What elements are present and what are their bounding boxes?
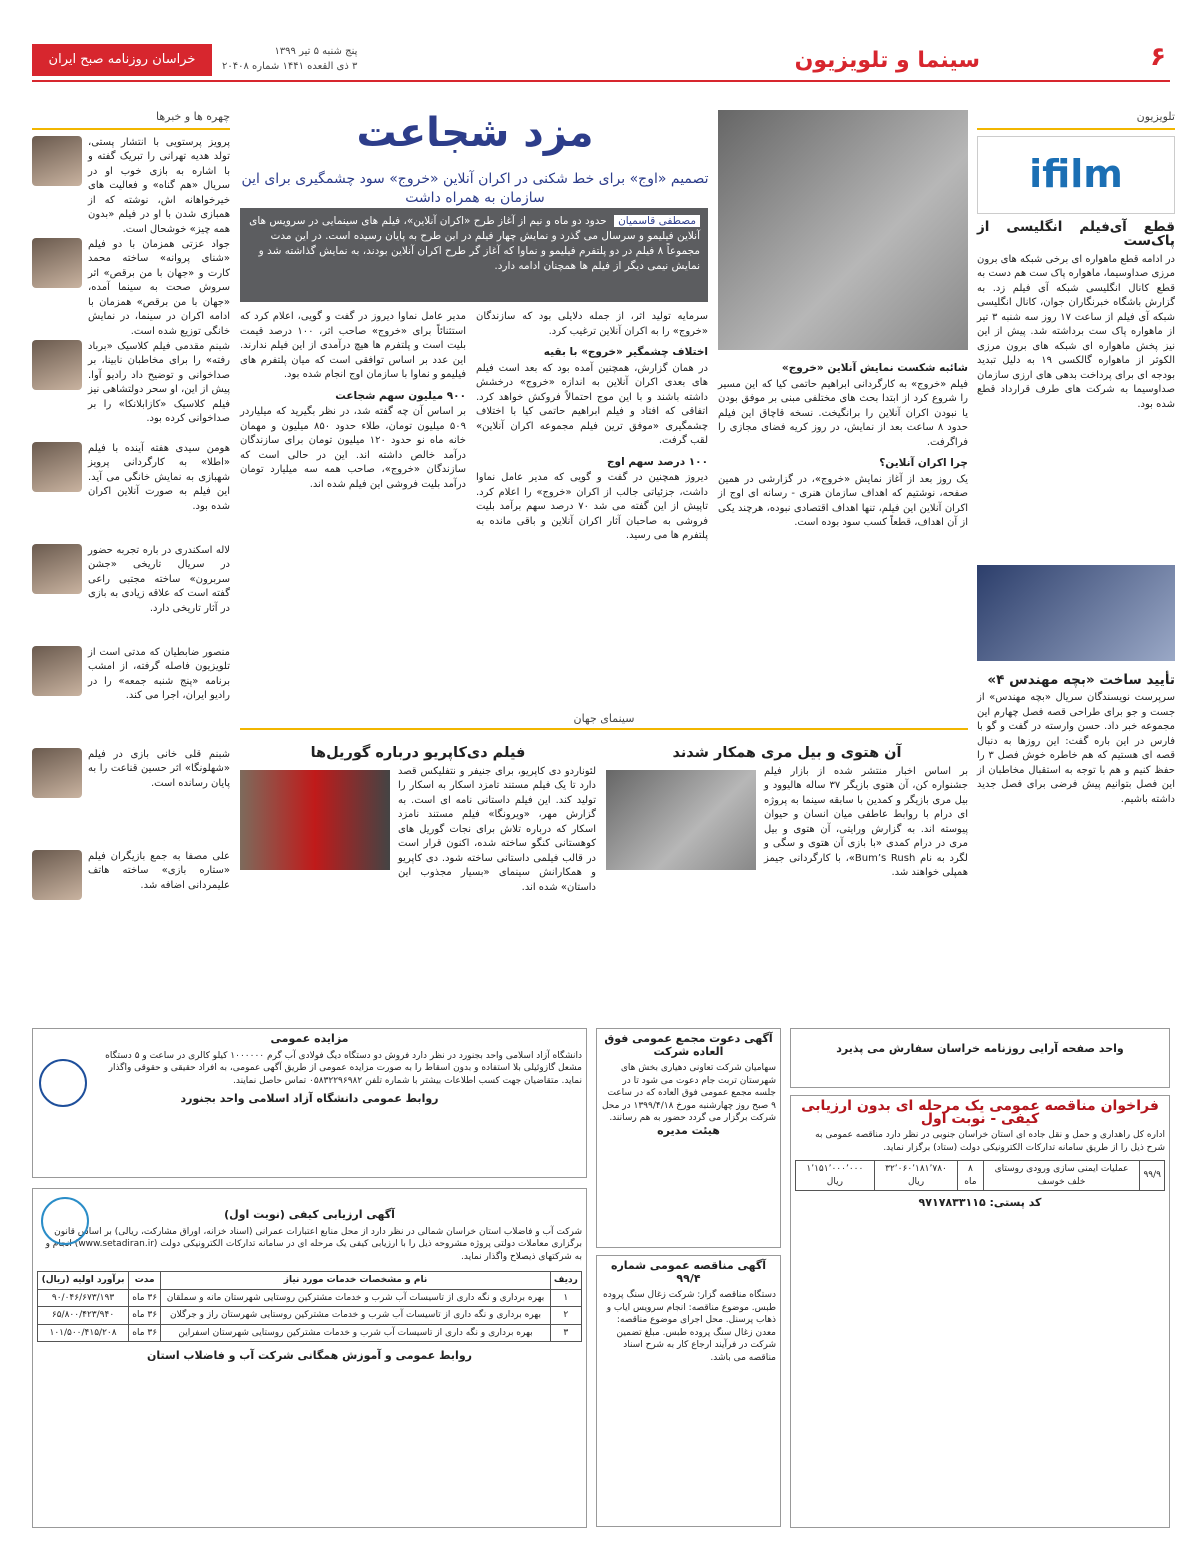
main-subtitle: تصمیم «اوج» برای خط شکنی در اکران آنلاین «خروج» سود چشمگیری برای این سازمان به همراه داشت (241, 171, 709, 206)
article-subhead: ۱۰۰ درصد سهم اوج (606, 455, 708, 468)
main-title: مزد شجاعت (356, 110, 594, 156)
road-ad-table (795, 1160, 1165, 1191)
name-news-item (32, 850, 230, 942)
table-cell: ۱٬۱۵۱٬۰۰۰٬۰۰۰ ریال (796, 1161, 875, 1191)
road-ad-footer: کد پستی: ۹۷۱۷۸۳۳۱۱۵ (918, 1196, 1042, 1209)
issue-date-persian: پنج شنبه ۵ تیر ۱۳۹۹ (274, 46, 358, 57)
person-photo (32, 748, 82, 798)
name-news-text: شبنم قلی خانی بازی در فیلم «شهلونگا» اثر حسین قناعت را به پایان رسانده است. (84, 748, 230, 789)
coal-ad-title: آگهی مناقصه عمومی شماره ۹۹/۴ (610, 1259, 767, 1285)
tv-label: تلویزیون (977, 110, 1175, 130)
bache-mohandes-photo (977, 565, 1175, 661)
person-photo (32, 544, 82, 594)
table-cell: بهره برداری و نگه داری از تاسیسات آب شرب و خدمات مشترکین روستایی شهرستان راز و جرگلان (161, 1307, 550, 1325)
names-list (32, 136, 230, 942)
world-story-2 (240, 740, 596, 1010)
table-cell: بهره برداری و نگه داری از تاسیسات آب شرب و خدمات مشترکین روستایی شهرستان مانه و سملقان (161, 1289, 550, 1307)
article-col-2 (472, 310, 708, 695)
table-cell: ۳ (550, 1324, 581, 1342)
bache-mohandes-headline: تأیید ساخت «بچه مهندس ۴» (987, 671, 1175, 688)
issue-date-hijri: ۳ ذی القعده ۱۴۴۱ شماره ۲۰۴۰۸ (222, 61, 358, 72)
table-cell: ۳۶ ماه (129, 1289, 161, 1307)
water-company-logo (41, 1197, 89, 1245)
section-title: سینما و تلویزیون (794, 48, 980, 73)
article-subhead: چرا اکران آنلاین؟ (879, 457, 968, 469)
name-news-item (32, 442, 230, 534)
names-label: چهره ها و خبرها (32, 110, 230, 130)
brand-logo: خراسان روزنامه صبح ایران (32, 44, 212, 76)
main-lead (240, 208, 708, 302)
table-cell: ۶۵/۸۰۰/۴۲۳/۹۴۰ (38, 1307, 129, 1325)
world-body-1: بر اساس اخبار منتشر شده از بازار فیلم جشنواره کن، آن هتوی بازیگر ۳۷ ساله هالیوود و بیل مری بازیگر و کمدین با سابقه سینما به پروژه ای درام با روابط عاطفی میان انسان و حیوان پیوسته اند. به گزارش ورایتی، آن هتوی و بیل مری در درام کمدی «با بازی آن هتوی و سگی و لگرد به نام Bum’s Rush»، با کارگردانی جیمز همپلی خواهند شد. (760, 765, 968, 878)
table-cell: ۳۶ ماه (129, 1307, 161, 1325)
lead-text: حدود دو ماه و نیم از آغاز طرح «اکران آنلاین»، فیلم های سینمایی در سرویس های آنلاین فیلیمو و سرسال می گذرد و نمایش چهار فیلم در این طرح به پایان رسیده است. در این مدت مجموعاً ۸ فیلم در دو پلتفرم فیلیمو و نماوا که آغاز گر طرح اکران آنلاین بودند، به نمایش گذاشته شد و نمایش نیمی دیگر از فیلم ها همچنان ادامه دارد. (249, 215, 700, 272)
name-news-item (32, 340, 230, 432)
article-paragraph: دیروز همچنین در گفت و گویی که مدیر عامل نماوا داشت، جزئیاتی جالب از اکران «خروج» را اعلام کرد. تاپیش از این گفته می شد ۷۰ درصد سهم برآمد بلیت فروشی به صاحبان آثار اکران آنلاین و باقی مانده به پلتفرم ها می رسید. (472, 472, 708, 541)
road-ad-title: فراخوان مناقصه عمومی یک مرحله ای بدون ارزیابی کیفی - نوبت اول (801, 1098, 1159, 1127)
person-photo (32, 238, 82, 288)
article-subhead: ۹۰۰ میلیون سهم شجاعت (335, 389, 466, 402)
article-subhead: شائبه شکست نمایش آنلاین «خروج» (781, 362, 968, 374)
ifilm-logo (977, 136, 1175, 214)
bache-mohandes-body: سرپرست نویسندگان سریال «بچه مهندس» از جست و جو برای طراحی قصه فصل چهارم این مجموعه خبر داد. حسن وارسته در گفت و گو با فارس در این باره گفت: این روزها به دنبال قصه ای هستیم که هم خاطره خوش فصل ۳ را حفظ کنیم و هم با توجه به استقبال مخاطبان از این فصل بتوانیم پیش فرضی برای فصل جدید داشته باشیم. (973, 692, 1175, 805)
table-cell: عملیات ایمنی سازی ورودی روستای خلف خوسف (983, 1161, 1140, 1191)
article-subhead: اختلاف چشمگیر «خروج» با بقیه (543, 346, 708, 358)
table-cell: ۳۶ ماه (129, 1324, 161, 1342)
issue-date (222, 44, 357, 74)
hatamikia-photo (718, 110, 968, 350)
name-news-text: هومن سیدی هفته آینده با فیلم «اطلا» به کارگردانی پرویز شهبازی به نمایش خانگی می آید. این فیلم به صورت آنلاین اکران شده بود. (84, 442, 230, 512)
page-header (32, 40, 1170, 82)
table-cell: ۱ (550, 1289, 581, 1307)
azad-university-logo (39, 1059, 87, 1107)
name-news-text: علی مصفا به جمع بازیگران فیلم «ستاره بازی» ساخته هاتف علیمردانی اضافه شد. (84, 850, 230, 891)
water-ad-body: شرکت آب و فاضلاب استان خراسان شمالی در نظر دارد از محل منابع اعتبارات عمرانی (اسناد خزانه، اوراق مشارکت، ریالی) بر اساس قانون برگزاری معاملات دولتی پروژه مشروحه ذیل را با ارزیابی کیفی یک مرحله ای در سامانه تدارکات الکترونیکی دولت (www.setadiran.ir) انجام و به شرکتهای ذیصلاح واگذار نماید. (42, 1226, 582, 1262)
coal-ad-body: دستگاه مناقصه گزار: شرکت زغال سنگ پروده طبس. موضوع مناقصه: انجام سرویس ایاب و ذهاب پرسنل. محل اجرای موضوع مناقصه: معدن زغال سنگ پروده طبس. مبلغ تضمین شرکت در فرآیند ارجاع کار به شرح اسناد مناقصه می باشد. (600, 1290, 776, 1363)
table-cell: ۳۲٬۰۶۰٬۱۸۱٬۷۸۰ ریال (874, 1161, 958, 1191)
name-news-text: جواد عزتی همزمان با دو فیلم «شنای پروانه» ساخته محمد کارت و «جهان با من برقص» اثر سروش صحت به سینما آمده، «جهان با من برقص» همزمان با ادامه اکران در سینما، در نمایش خانگی توزیع شده است. (84, 238, 230, 337)
table-cell: ۱۰۱/۵۰۰/۴۱۵/۲۰۸ (38, 1324, 129, 1342)
hathaway-murray-photo (606, 770, 756, 870)
person-photo (32, 340, 82, 390)
table-row (38, 1324, 582, 1342)
table-row (38, 1307, 582, 1325)
dicaprio-netflix-photo (240, 770, 390, 870)
person-photo (32, 136, 82, 186)
page-number: ۶ (1150, 42, 1166, 72)
assembly-ad-footer: هیئت مدیره (657, 1123, 720, 1137)
article-paragraph: بر اساس آن چه گفته شد، در نظر بگیرید که میلیاردر ۵۰۹ میلیون تومان، طلاء حدود ۸۵۰ میلیون و مهمان خانه ماه نو حدود ۱۲۰ میلیون تومان برای سازندگان درآمد خالص داشته اند. این در حالی است که سازندگان «خروج»، صاحب همه سه میلیارد تومان درآمد بلیت فروشی این فیلم شده اند. (236, 406, 466, 490)
world-headline-1: آن هتوی و بیل مری همکار شدند (672, 745, 902, 761)
ifilm-logo-text: ifilm (1029, 152, 1123, 197)
assembly-ad (596, 1028, 781, 1248)
layout-service-ad (790, 1028, 1170, 1088)
tv-column (973, 110, 1176, 1110)
water-ad-table (37, 1271, 582, 1342)
ifilm-headline: قطع آی‌فیلم انگلیسی از پاک‌ست (977, 218, 1175, 249)
article-col-1 (714, 355, 968, 695)
table-cell: ۹۹/۹ (1140, 1161, 1165, 1191)
table-cell: ۹۰/۰۴۶/۶۷۳/۱۹۳ (38, 1289, 129, 1307)
layout-service-text: واحد صفحه آرایی روزنامه خراسان سفارش می پذیرد (836, 1042, 1124, 1055)
road-tender-ad (790, 1095, 1170, 1528)
article-paragraph: سرمایه تولید اثر، از جمله دلایلی بود که سازندگان «خروج» را به اکران آنلاین ترغیب کرد. (472, 311, 708, 337)
table-row (38, 1289, 582, 1307)
auction-ad-footer: روابط عمومی دانشگاه آزاد اسلامی واحد بجنورد (180, 1092, 439, 1105)
coal-tender-ad (596, 1255, 781, 1527)
person-photo (32, 646, 82, 696)
author-name: مصطفی قاسمیان (614, 215, 700, 227)
auction-ad (32, 1028, 587, 1178)
world-body-2: لئوناردو دی کاپریو، برای جنیفر و نتفلیکس قصد دارد تا یک فیلم مستند تامزد اسکار به اسکار را تولید کند. این فیلم داستانی نامه ای است. به گزارش مهر، «ویرونگا» فیلم مستند نامزد اسکار که درباره تلاش برای نجات گوریل های کوهستانی کنگو ساخته شده، اکنون قرار است در قالب فیلمی داستانی ساخته شود. دی کاپریو و همکارانش سینمای «بسیار مجذوب این داستان» شده اند. (394, 765, 596, 893)
person-photo (32, 850, 82, 900)
water-ad-title: آگهی ارزیابی کیفی (نوبت اول) (224, 1208, 395, 1221)
table-cell: بهره برداری و نگه داری از تاسیسات آب شرب و خدمات مشترکین روستایی شهرستان اسفراین (161, 1324, 550, 1342)
assembly-ad-title: آگهی دعوت مجمع عمومی فوق العاده شرکت (604, 1032, 773, 1058)
table-cell: ۸ ماه (958, 1161, 983, 1191)
article-paragraph: یک روز بعد از آغاز نمایش «خروج»، در گزارشی در همین صفحه، نوشتیم که اهداف سازمان هنری - رسانه ای اوج از اکران آنلاین این فیلم، تنها اهداف اقتصادی نبوده، هرچند یکی از آن اهداف، قطعاً کسب سود بوده است. (714, 473, 968, 528)
table-header: ردیف (550, 1272, 581, 1290)
names-column (32, 110, 230, 1000)
ifilm-body: در ادامه قطع ماهواره ای برخی شبکه های برون مرزی صداوسیما، ماهواره پاک ست هم دست به قطع کانال انگلیسی شبکه آی فیلم زد. به گزارش باشگاه خبرنگاران جوان، کانال انگلیسی شبکه آی فیلم از ساعت ۱۷ روز سه شنبه ۳ تیر از ماهواره پاک ست برداشته شد. پیش از این نیز پخش ماهواره ای شبکه های برون مرزی الکوثر از ماهواره گالکسی ۱۹ به دلیل تبدید بودجه ای برای پرداخت بدهی های ارزی سازمان صداوسیما به شرکت های طرف قرارداد قطع شده بود. (973, 253, 1176, 410)
table-header: مدت (129, 1272, 161, 1290)
article-col-3 (236, 310, 466, 695)
world-cinema-label: سینمای جهان (240, 712, 968, 730)
auction-ad-title: مزایده عمومی (270, 1032, 349, 1045)
name-news-text: پرویز پرستویی با انتشار پستی، تولد هدیه تهرانی را تبریک گفته و با اشاره به بازی خوب او در سریال «هم گناه» و فعالیت های خیرخواهانه اش، نوشته که از همبازی شدن با او در فیلم «بدون همه چیز» خوشحال است. (84, 136, 230, 235)
assembly-ad-body: سهامیان شرکت تعاونی دهیاری بخش های شهرستان تربت جام دعوت می شود تا در جلسه مجمع عمومی فوق العاده که در ساعت ۹ صبح روز چهارشنبه مورخ ۱۳۹۹/۴/۱۸ در محل شرکت برگزار می گردد حضور به هم رسانند. (599, 1063, 776, 1123)
world-headline-2: فیلم دی‌کاپریو درباره گوریل‌ها (310, 745, 526, 761)
name-news-text: شبنم مقدمی فیلم کلاسیک «برباد رفته» را برای مخاطبان نابینا، بر صداخوانی و توضیح داد رادیو آوا. پیش از این، او سحر دولتشاهی نیز فیلم کلاسیک «کازابلانکا» را بر صداخوانی کرده بود. (84, 340, 230, 424)
name-news-text: لاله اسکندری در باره تجربه حضور در سریال تاریخی «جشن سربرون» ساخته مجتبی راعی گفته است که علاقه زیادی به بازی در آثار تاریخی دارد. (84, 544, 230, 614)
article-paragraph: در همان گزارش، همچنین آمده بود که بعد است فیلم های بعدی اکران آنلاین به اندازه «خروج» درخشش داشته باشند و با این موج احتمالاً فروکش خواهد کرد. اتفاقی که افتاد و فیلم ابراهیم حاتمی کیا با اختلاف چشمگیری «موفق ترین فیلم مجموعه اکران آنلاین» لقب گرفت. (472, 362, 708, 446)
name-news-item (32, 238, 230, 337)
name-news-item (32, 544, 230, 636)
water-tender-ad (32, 1188, 587, 1528)
auction-ad-body: دانشگاه آزاد اسلامی واحد بجنورد در نظر دارد فروش دو دستگاه دیگ فولادی آب گرم ۱۰۰۰۰۰۰ کیلو کالری در ساعت و ۵ دستگاه مشعل گازوئیلی بلا استفاده و بدون اسقاط را به صورت مزایده عمومی از طریق آگهی عمومی، به افراد حقیقی و حقوقی واگذار نماید. متقاضیان جهت کسب اطلاعات بیشتر با شماره تلفن ۰۵۸۳۲۲۹۶۹۸۲ تماس حاصل نمایند. (102, 1050, 582, 1086)
name-news-item (32, 646, 230, 738)
name-news-text: منصور ضابطیان که مدتی است از تلویزیون فاصله گرفته، از امشب برنامه «پنج شنبه جمعه» را در رادیو ایران، اجرا می کند. (84, 646, 230, 701)
world-story-1 (606, 740, 968, 1010)
table-cell: ۲ (550, 1307, 581, 1325)
person-photo (32, 442, 82, 492)
article-paragraph: مدیر عامل نماوا دیروز در گفت و گویی، اعلام کرد که استثنائاً برای «خروج» صاحب اثر، ۱۰۰ درصد قیمت بلیت است و پلتفرم ها هیچ درآمدی از این فیلم ندارند. این عدد بر اساس توافقی است که میان پلتفرم های فیلیمو و نماوا با سازمان اوج انجام شده بود. (236, 311, 466, 380)
table-header: برآورد اولیه (ریال) (38, 1272, 129, 1290)
water-ad-footer: روابط عمومی و آموزش همگانی شرکت آب و فاضلاب استان (147, 1349, 472, 1362)
table-header: نام و مشخصات خدمات مورد نیاز (161, 1272, 550, 1290)
name-news-item (32, 748, 230, 840)
article-paragraph: فیلم «خروج» به کارگردانی ابراهیم حاتمی کیا که این مسیر را شروع کرد از ابتدا بحث های مختلفی مبنی بر موفق بودن یا نبودن اکران آنلاین را برانگیخت. نسخه قاچاق این فیلم حدود ۸ ساعت بعد از نمایش، در روز کریه فضای مجازی را فراگرفت. (714, 378, 968, 448)
name-news-item (32, 136, 230, 235)
road-ad-body: اداره کل راهداری و حمل و نقل جاده ای استان خراسان جنوبی در نظر دارد مناقصه عمومی به شرح ذیل را از طریق سامانه تدارکات الکترونیکی دولت (ستاد) برگزار نماید. (812, 1130, 1165, 1153)
